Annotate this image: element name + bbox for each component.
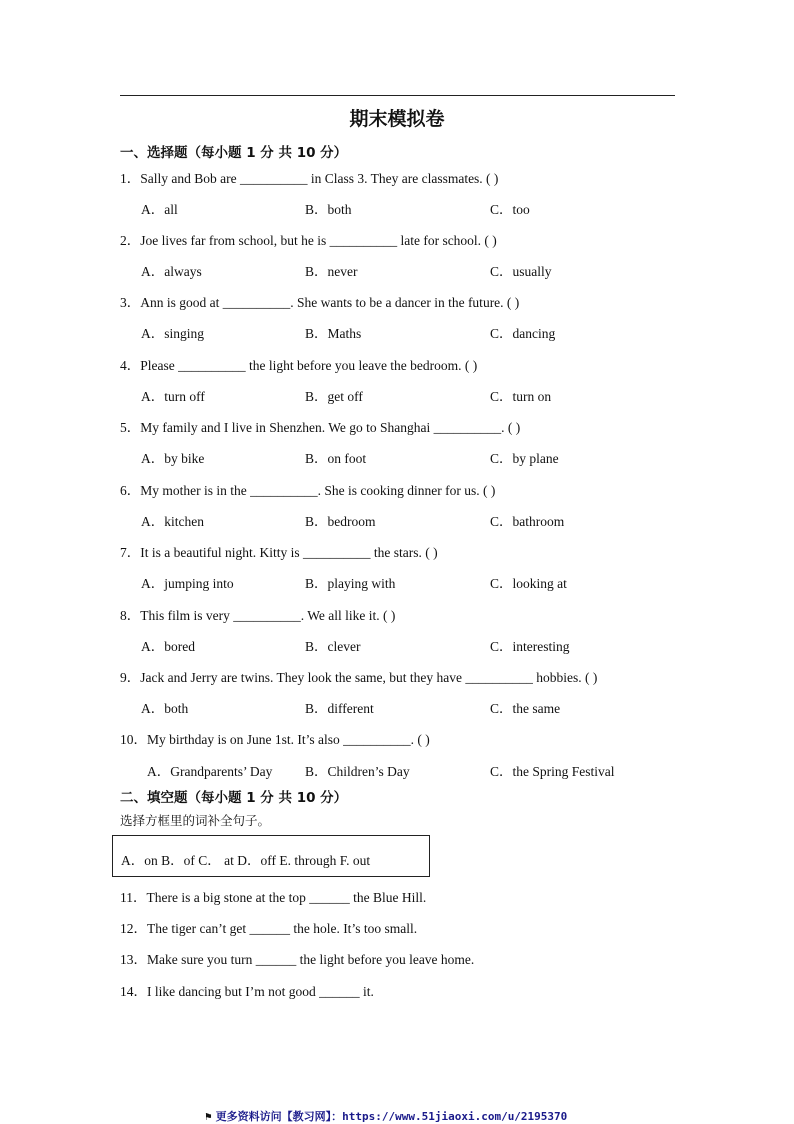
question-7-option-c: C．looking at bbox=[490, 576, 567, 591]
word-box-options: A．on B．of C． at D．off E. through F. out bbox=[121, 853, 371, 868]
question-6-option-b: B．bedroom bbox=[305, 514, 376, 529]
question-7-option-b: B．playing with bbox=[305, 576, 396, 591]
question-6-option-a: A．kitchen bbox=[141, 514, 204, 529]
question-3-option-a: A．singing bbox=[141, 326, 205, 341]
section-1-heading: 一、选择题（每小题 1 分 共 10 分） bbox=[120, 145, 348, 161]
question-5-option-c: C．by plane bbox=[490, 451, 559, 466]
question-12: 12．The tiger can’t get ______ the hole. It’s too small. bbox=[120, 921, 418, 936]
header-rule bbox=[120, 95, 675, 96]
question-14: 14．I like dancing but I’m not good ______ it. bbox=[120, 984, 374, 999]
question-11: 11．There is a big stone at the top ______ the Blue Hill. bbox=[120, 890, 427, 905]
question-8-option-c: C．interesting bbox=[490, 639, 570, 654]
question-4-option-a: A．turn off bbox=[141, 389, 205, 404]
question-6: 6．My mother is in the __________. She is cooking dinner for us. ( ) bbox=[120, 483, 496, 498]
question-2-option-a: A．always bbox=[141, 264, 202, 279]
question-5: 5．My family and I live in Shenzhen. We go to Shanghai __________. ( ) bbox=[120, 420, 521, 435]
footer bbox=[205, 1108, 567, 1124]
question-1-option-a: A．all bbox=[141, 202, 178, 217]
word-box bbox=[112, 835, 430, 877]
question-3-option-c: C．dancing bbox=[490, 326, 556, 341]
question-3: 3．Ann is good at __________. She wants to be a dancer in the future. ( ) bbox=[120, 295, 520, 310]
question-8-option-a: A．bored bbox=[141, 639, 195, 654]
question-10-option-b: B．Children’s Day bbox=[305, 764, 410, 779]
question-2-option-b: B．never bbox=[305, 264, 358, 279]
question-1-option-b: B．both bbox=[305, 202, 352, 217]
question-10-option-c: C．the Spring Festival bbox=[490, 764, 615, 779]
question-4: 4．Please __________ the light before you leave the bedroom. ( ) bbox=[120, 358, 478, 373]
question-6-option-c: C．bathroom bbox=[490, 514, 565, 529]
question-2-option-c: C．usually bbox=[490, 264, 552, 279]
section-2-heading: 二、填空题（每小题 1 分 共 10 分） bbox=[120, 790, 348, 806]
question-13: 13．Make sure you turn ______ the light before you leave home. bbox=[120, 952, 475, 967]
question-5-option-b: B．on foot bbox=[305, 451, 367, 466]
flag-icon: ⚑ bbox=[205, 1110, 212, 1123]
question-9-option-b: B．different bbox=[305, 701, 374, 716]
question-7: 7．It is a beautiful night. Kitty is __________ the stars. ( ) bbox=[120, 545, 438, 560]
question-7-option-a: A．jumping into bbox=[141, 576, 234, 591]
footer-link-text[interactable]: 更多资料访问【教习网】：https://www.51jiaoxi.com/u/2195370 bbox=[215, 1110, 568, 1123]
page-title: 期末模拟卷 bbox=[349, 108, 445, 130]
section-2-instruction: 选择方框里的词补全句子。 bbox=[120, 813, 271, 828]
question-10: 10．My birthday is on June 1st. It’s also __________. ( ) bbox=[120, 732, 430, 747]
question-3-option-b: B．Maths bbox=[305, 326, 362, 341]
question-1: 1．Sally and Bob are __________ in Class 3. They are classmates. ( ) bbox=[120, 171, 499, 186]
question-9-option-c: C．the same bbox=[490, 701, 561, 716]
question-10-option-a: A．Grandparents’ Day bbox=[147, 764, 273, 779]
question-4-option-c: C．turn on bbox=[490, 389, 552, 404]
question-2: 2．Joe lives far from school, but he is __________ late for school. ( ) bbox=[120, 233, 497, 248]
question-9: 9．Jack and Jerry are twins. They look the same, but they have __________ hobbies. ( ) bbox=[120, 670, 598, 685]
question-4-option-b: B．get off bbox=[305, 389, 363, 404]
question-9-option-a: A．both bbox=[141, 701, 189, 716]
question-5-option-a: A．by bike bbox=[141, 451, 205, 466]
question-8-option-b: B．clever bbox=[305, 639, 361, 654]
question-1-option-c: C．too bbox=[490, 202, 530, 217]
question-8: 8．This film is very __________. We all like it. ( ) bbox=[120, 608, 396, 623]
